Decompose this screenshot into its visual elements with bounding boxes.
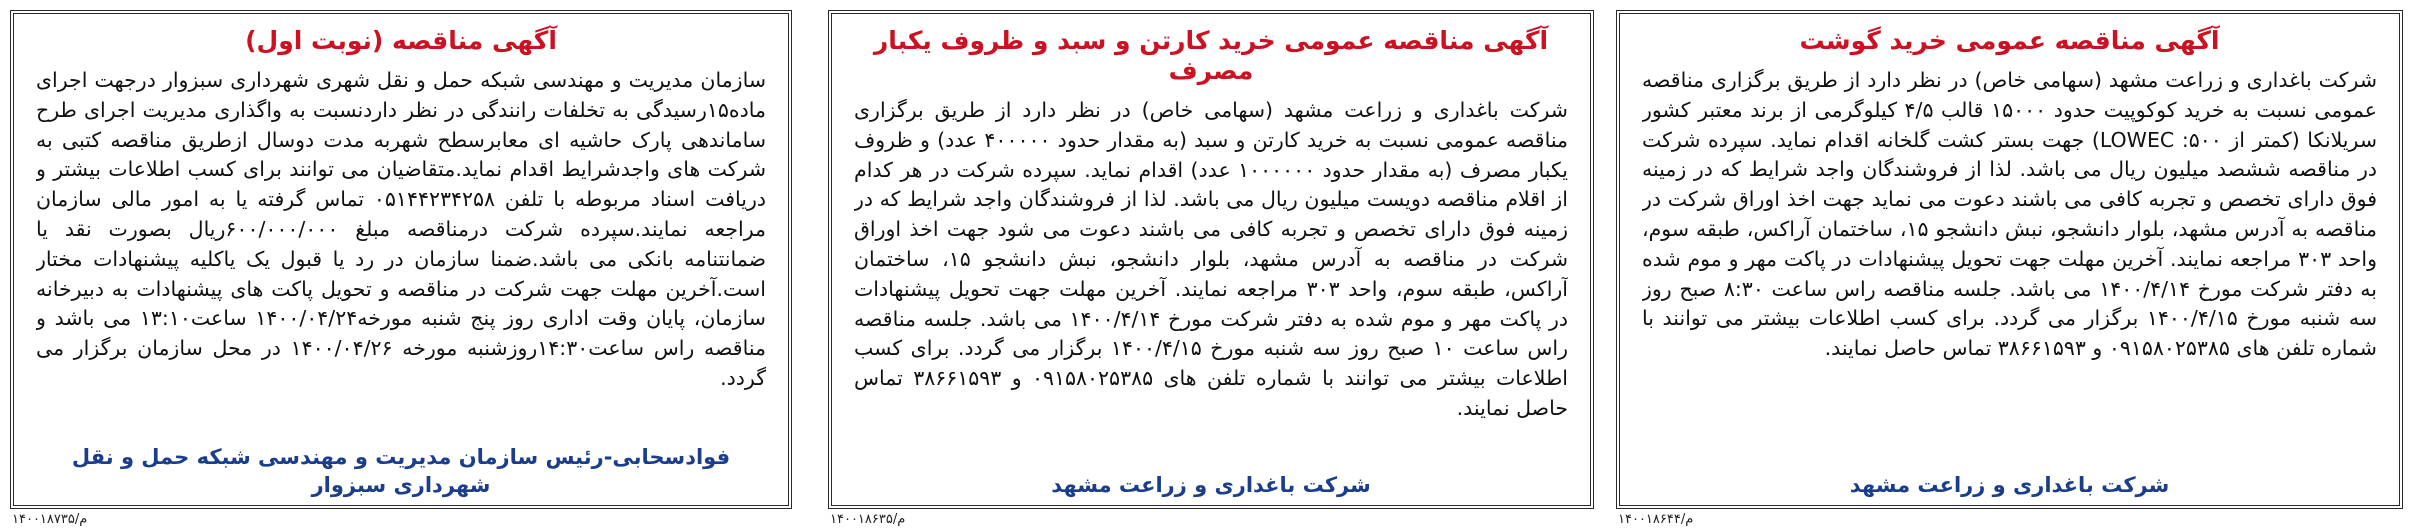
tender-notice-meat <box>1606 0 2413 529</box>
notice-frame <box>1616 10 2403 509</box>
notice-code: م/۱۴۰۰۱۸۷۳۵ <box>12 512 88 527</box>
notice-title: آگهی مناقصه (نوبت اول) <box>245 26 557 55</box>
notice-signature: فوادسحابی-رئیس سازمان مدیریت و مهندسی شبکه حمل و نقل شهرداری سبزوار <box>71 445 731 497</box>
notice-signature: شرکت باغداری و زراعت مشهد <box>1051 473 1371 497</box>
tender-notice-cartons <box>818 0 1604 529</box>
notice-code: م/۱۴۰۰۱۸۶۴۴ <box>1618 512 1694 527</box>
notice-frame <box>828 10 1594 509</box>
notice-title: آگهی مناقصه عمومی خرید کارتن و سبد و ظروف یکبار مصرف <box>873 26 1549 85</box>
notice-body: سازمان مدیریت و مهندسی شبکه حمل و نقل شهری شهرداری سبزوار درجهت اجرای ماده۱۵رسیدگی به تخلفات رانندگی در نظر داردنسبت به واگذاری مدیریت اجرای طرح ساماندهی پارک حاشیه ای معابرسطح شهربه مدت دوسال ازطریق مناقصه کتبی به شرکت های واجدشرایط اقدام نماید.متقاضیان می توانند برای کسب اطلاعات بیشتر و دریافت اسناد مربوطه با تلفن ۰۵۱۴۴۲۳۴۲۵۸ تماس گرفته یا به امور مالی سازمان مراجعه نمایند.سپرده شرکت درمناقصه مبلغ ۶۰۰/۰۰۰/۰۰۰ریال بصورت نقد یا ضمانتنامه بانکی می باشد.ضمنا سازمان در رد یا قبول یک یاکلیه پیشنهادات مختار است.آخرین مهلت جهت شرکت در مناقصه و تحویل پاکت های پیشنهادات به دبیرخانه سازمان، پایان وقت اداری روز پنج شنبه مورخه۱۴۰۰/۰۴/۲۴ ساعت۱۳:۱۰ می باشد و مناقصه راس ساعت۱۴:۳۰روزشنبه مورخه ۱۴۰۰/۰۴/۲۶ در محل سازمان برگزار می گردد. <box>36 68 766 390</box>
notice-frame <box>10 10 792 509</box>
notice-code: م/۱۴۰۰۱۸۶۳۵ <box>830 512 906 527</box>
tender-notice-sabzevar <box>0 0 802 529</box>
notice-body: شرکت باغداری و زراعت مشهد (سهامی خاص) در نظر دارد از طریق برگزاری مناقصه عمومی نسبت به خرید کارتن و سبد (به مقدار حدود ۴۰۰۰۰۰ عدد) و ظروف یکبار مصرف (به مقدار حدود ۱۰۰۰۰۰۰ عدد) اقدام نماید. سپرده شرکت در هر کدام از اقلام مناقصه دویست میلیون ریال می باشد. لذا از فروشندگان واجد شرایط که در زمینه فوق دارای تخصص و تجربه کافی می باشند دعوت می شود جهت اخذ اوراق شرکت در مناقصه به آدرس مشهد، بلوار دانشجو، نبش دانشجو ۱۵، ساختمان آراکس، طبقه سوم، واحد ۳۰۳ مراجعه نمایند. آخرین مهلت جهت تحویل پیشنهادات در پاکت مهر و موم شده به دفتر شرکت مورخ ۱۴۰۰/۴/۱۴ می باشد. جلسه مناقصه راس ساعت ۱۰ صبح روز سه شنبه مورخ ۱۴۰۰/۴/۱۵ برگزار می گردد. برای کسب اطلاعات بیشتر می توانند با شماره تلفن های ۰۹۱۵۸۰۲۵۳۸۵ و ۳۸۶۶۱۵۹۳ تماس حاصل نمایند. <box>854 98 1568 420</box>
notice-title: آگهی مناقصه عمومی خرید گوشت <box>1799 26 2220 55</box>
notice-signature: شرکت باغداری و زراعت مشهد <box>1849 473 2170 497</box>
notice-body: شرکت باغداری و زراعت مشهد (سهامی خاص) در نظر دارد از طریق برگزاری مناقصه عمومی نسبت به خرید کوکوپیت حدود ۱۵۰۰۰ قالب ۴/۵ کیلوگرمی از برند معتبر کشور سریلانکا (کمتر از LOWEC :۵۰۰) جهت بستر کشت گلخانه اقدام نماید. سپرده شرکت در مناقصه ششصد میلیون ریال می باشد. لذا از فروشندگان واجد شرایط که در زمینه فوق دارای تخصص و تجربه کافی می باشند دعوت می نماید جهت اخذ اوراق شرکت در مناقصه به آدرس مشهد، بلوار دانشجو، نبش دانشجو ۱۵، ساختمان آراکس، طبقه سوم، واحد ۳۰۳ مراجعه نمایند. آخرین مهلت جهت تحویل پیشنهادات در پاکت مهر و موم شده به دفتر شرکت مورخ ۱۴۰۰/۴/۱۴ می باشد. جلسه مناقصه راس ساعت ۸:۳۰ صبح روز سه شنبه مورخ ۱۴۰۰/۴/۱۵ برگزار می گردد. برای کسب اطلاعات بیشتر می توانند با شماره تلفن های ۰۹۱۵۸۰۲۵۳۸۵ و ۳۸۶۶۱۵۹۳ تماس حاصل نمایند. <box>1642 68 2377 361</box>
